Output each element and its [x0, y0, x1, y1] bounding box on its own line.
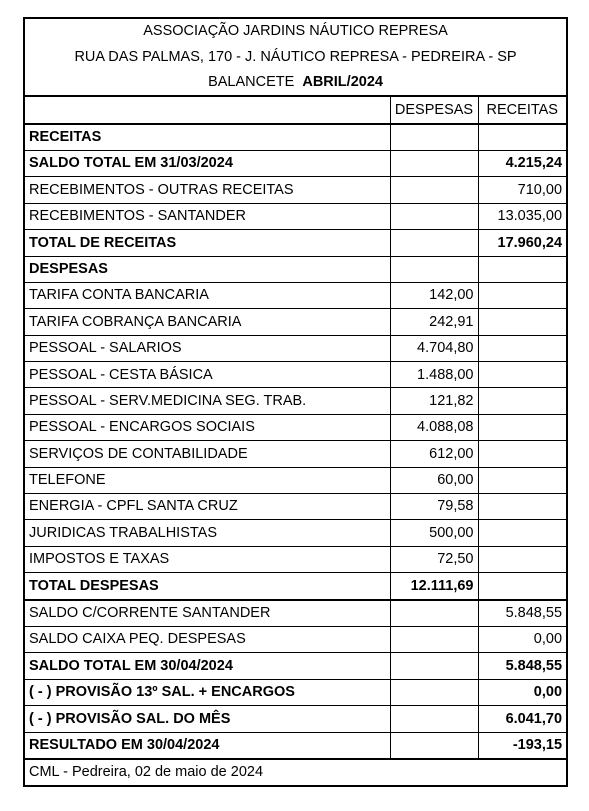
- row-despesas-value: 12.111,69: [390, 573, 478, 600]
- row-label: ( - ) PROVISÃO 13º SAL. + ENCARGOS: [24, 679, 390, 705]
- row-receitas-value: [478, 494, 567, 520]
- row-label: SERVIÇOS DE CONTABILIDADE: [24, 441, 390, 467]
- row-receitas-value: [478, 467, 567, 493]
- row-label: SALDO TOTAL EM 31/03/2024: [24, 150, 390, 176]
- row-despesas-value: 72,50: [390, 546, 478, 572]
- row-despesas-value: 242,91: [390, 309, 478, 335]
- table-row: [24, 362, 567, 388]
- row-despesas-value: [390, 124, 478, 151]
- row-despesas-value: [390, 256, 478, 282]
- row-despesas-value: 60,00: [390, 467, 478, 493]
- row-receitas-value: [478, 335, 567, 361]
- row-receitas-value: [478, 546, 567, 572]
- row-despesas-value: [390, 653, 478, 679]
- row-receitas-value: [478, 362, 567, 388]
- row-despesas-value: 612,00: [390, 441, 478, 467]
- row-label: TELEFONE: [24, 467, 390, 493]
- row-label: TARIFA CONTA BANCARIA: [24, 282, 390, 308]
- row-label: TOTAL DE RECEITAS: [24, 230, 390, 256]
- column-header-receitas: RECEITAS: [478, 96, 567, 123]
- table-row: [24, 309, 567, 335]
- association-name: ASSOCIAÇÃO JARDINS NÁUTICO REPRESA: [24, 18, 567, 44]
- row-label: RESULTADO EM 30/04/2024: [24, 732, 390, 759]
- row-despesas-value: [390, 150, 478, 176]
- row-label: IMPOSTOS E TAXAS: [24, 546, 390, 572]
- row-label: RECEITAS: [24, 124, 390, 151]
- row-receitas-value: -193,15: [478, 732, 567, 759]
- table-row: [24, 282, 567, 308]
- row-label: ENERGIA - CPFL SANTA CRUZ: [24, 494, 390, 520]
- association-address: RUA DAS PALMAS, 170 - J. NÁUTICO REPRESA - PEDREIRA - SP: [24, 44, 567, 69]
- row-receitas-value: [478, 282, 567, 308]
- row-despesas-value: [390, 600, 478, 627]
- table-row: [24, 177, 567, 203]
- table-row: [24, 732, 567, 759]
- table-row: [24, 653, 567, 679]
- row-despesas-value: [390, 732, 478, 759]
- table-row: [24, 335, 567, 361]
- table-row: [24, 388, 567, 414]
- row-label: DESPESAS: [24, 256, 390, 282]
- row-despesas-value: [390, 706, 478, 732]
- row-receitas-value: 5.848,55: [478, 653, 567, 679]
- row-receitas-value: [478, 388, 567, 414]
- table-row: [24, 520, 567, 546]
- row-receitas-value: 17.960,24: [478, 230, 567, 256]
- row-receitas-value: [478, 309, 567, 335]
- row-receitas-value: [478, 414, 567, 440]
- row-receitas-value: [478, 573, 567, 600]
- table-row: [24, 124, 567, 151]
- table-row: [24, 546, 567, 572]
- row-despesas-value: [390, 230, 478, 256]
- report-period: ABRIL/2024: [302, 74, 383, 91]
- row-despesas-value: [390, 203, 478, 229]
- row-label: PESSOAL - SALARIOS: [24, 335, 390, 361]
- row-label: JURIDICAS TRABALHISTAS: [24, 520, 390, 546]
- row-receitas-value: 0,00: [478, 626, 567, 652]
- report-title-prefix: BALANCETE: [208, 74, 295, 91]
- row-despesas-value: 142,00: [390, 282, 478, 308]
- row-label: PESSOAL - CESTA BÁSICA: [24, 362, 390, 388]
- row-receitas-value: [478, 441, 567, 467]
- table-row: [24, 706, 567, 732]
- table-row: [24, 414, 567, 440]
- row-despesas-value: 500,00: [390, 520, 478, 546]
- balancete-table: [23, 17, 568, 787]
- row-despesas-value: 4.088,08: [390, 414, 478, 440]
- row-label: SALDO C/CORRENTE SANTANDER: [24, 600, 390, 627]
- row-receitas-value: [478, 520, 567, 546]
- row-despesas-value: [390, 679, 478, 705]
- row-despesas-value: 4.704,80: [390, 335, 478, 361]
- row-receitas-value: 0,00: [478, 679, 567, 705]
- row-label: TOTAL DESPESAS: [24, 573, 390, 600]
- row-receitas-value: 5.848,55: [478, 600, 567, 627]
- row-despesas-value: 79,58: [390, 494, 478, 520]
- row-receitas-value: 13.035,00: [478, 203, 567, 229]
- row-label: PESSOAL - SERV.MEDICINA SEG. TRAB.: [24, 388, 390, 414]
- row-despesas-value: 121,82: [390, 388, 478, 414]
- table-row: [24, 256, 567, 282]
- table-row: [24, 494, 567, 520]
- footer-place-date: CML - Pedreira, 02 de maio de 2024: [24, 759, 567, 786]
- table-row: [24, 600, 567, 627]
- row-receitas-value: [478, 256, 567, 282]
- column-header-description: [24, 96, 390, 123]
- table-row: [24, 441, 567, 467]
- footer-row: [24, 759, 567, 786]
- table-row: [24, 150, 567, 176]
- row-receitas-value: 4.215,24: [478, 150, 567, 176]
- balancete-body: [24, 18, 567, 786]
- row-despesas-value: [390, 626, 478, 652]
- row-receitas-value: 710,00: [478, 177, 567, 203]
- row-receitas-value: [478, 124, 567, 151]
- table-row: [24, 626, 567, 652]
- row-label: SALDO CAIXA PEQ. DESPESAS: [24, 626, 390, 652]
- row-label: ( - ) PROVISÃO SAL. DO MÊS: [24, 706, 390, 732]
- row-label: TARIFA COBRANÇA BANCARIA: [24, 309, 390, 335]
- row-despesas-value: [390, 177, 478, 203]
- table-row: [24, 679, 567, 705]
- column-header-despesas: DESPESAS: [390, 96, 478, 123]
- table-row: [24, 573, 567, 600]
- row-label: RECEBIMENTOS - OUTRAS RECEITAS: [24, 177, 390, 203]
- row-receitas-value: 6.041,70: [478, 706, 567, 732]
- report-title: [24, 70, 567, 96]
- table-row: [24, 203, 567, 229]
- row-label: PESSOAL - ENCARGOS SOCIAIS: [24, 414, 390, 440]
- row-label: RECEBIMENTOS - SANTANDER: [24, 203, 390, 229]
- row-label: SALDO TOTAL EM 30/04/2024: [24, 653, 390, 679]
- table-row: [24, 467, 567, 493]
- table-row: [24, 230, 567, 256]
- row-despesas-value: 1.488,00: [390, 362, 478, 388]
